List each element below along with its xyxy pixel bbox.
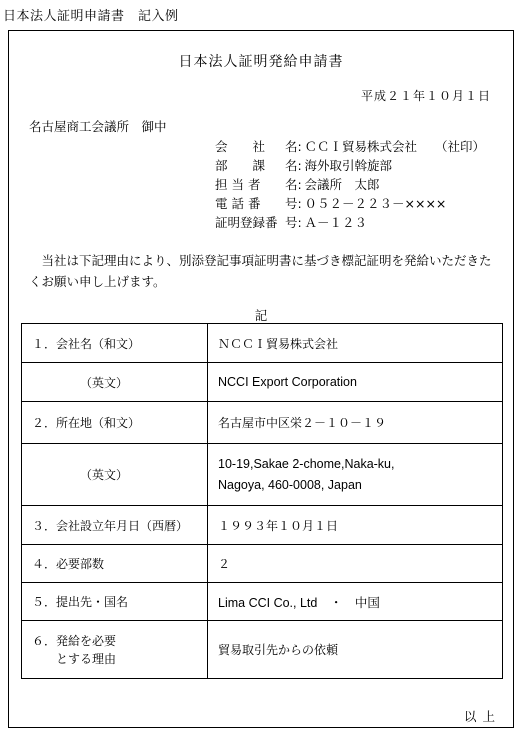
ki-heading: 記 bbox=[254, 308, 268, 323]
applicant-row-company: 会 社 名: ＣＣＩ貿易株式会社 （社印） bbox=[215, 139, 486, 154]
application-date: 平成２１年１０月１日 bbox=[360, 89, 491, 103]
item-label: （英文） bbox=[80, 468, 129, 482]
applicant-key: 名 bbox=[285, 139, 298, 154]
details-table bbox=[21, 323, 503, 679]
item-label bbox=[22, 621, 208, 679]
item-label: ２．所在地（和文） bbox=[22, 402, 208, 444]
request-statement: 当社は下記理由により、別添登記事項証明書に基づき標記証明を発給いただきたくお願い申し上げます。 bbox=[29, 253, 492, 289]
table-row bbox=[22, 444, 503, 506]
applicant-info bbox=[215, 137, 485, 232]
item-label: （英文） bbox=[80, 375, 129, 390]
applicant-row-department: 部 課 名: 海外取引斡旋部 bbox=[215, 158, 393, 173]
applicant-label: 部 課 bbox=[215, 158, 266, 173]
table-row bbox=[22, 583, 503, 621]
addressee: 名古屋商工会議所 御中 bbox=[29, 119, 167, 134]
table-row bbox=[22, 621, 503, 679]
item-value: 貿易取引先からの依頼 bbox=[208, 621, 503, 679]
applicant-key: 名 bbox=[285, 158, 298, 173]
item-value: ＮＣＣＩ貿易株式会社 bbox=[208, 324, 503, 363]
applicant-label: 担 当 者 bbox=[215, 177, 261, 192]
applicant-label: 会 社 bbox=[215, 139, 266, 154]
closing-mark: 以上 bbox=[463, 709, 501, 724]
applicant-value: ０５２－２２３－×××× bbox=[304, 196, 447, 211]
table-row bbox=[22, 506, 503, 545]
address-line-1: 10-19,Sakae 2-chome,Naka-ku, bbox=[218, 456, 395, 471]
applicant-key: 号 bbox=[285, 215, 298, 230]
item-label: ５．提出先・国名 bbox=[22, 583, 208, 621]
table-row bbox=[22, 402, 503, 444]
application-form bbox=[8, 30, 514, 728]
item-value: Lima CCI Co., Ltd ・ 中国 bbox=[208, 583, 503, 621]
applicant-row-contact: 担 当 者 名: 会議所 太郎 bbox=[215, 177, 380, 192]
document-caption: 日本法人証明申請書 記入例 bbox=[3, 9, 179, 24]
reason-label-line-2: とする理由 bbox=[56, 651, 117, 666]
item-value: NCCI Export Corporation bbox=[208, 363, 503, 402]
applicant-label: 証明登録番 bbox=[215, 215, 278, 230]
applicant-value: ＣＣＩ貿易株式会社 bbox=[304, 139, 418, 154]
applicant-row-registration: 証明登録番 号: Ａ－１２３ bbox=[215, 215, 368, 230]
item-value: １９９３年１０月１日 bbox=[208, 506, 503, 545]
applicant-value: Ａ－１２３ bbox=[304, 215, 368, 230]
address-line-2: Nagoya, 460-0008, Japan bbox=[218, 477, 362, 492]
applicant-row-phone: 電 話 番 号: ０５２－２２３－×××× bbox=[215, 196, 447, 211]
item-label: １．会社名（和文） bbox=[22, 324, 208, 363]
table-row bbox=[22, 545, 503, 583]
applicant-value: 海外取引斡旋部 bbox=[304, 158, 393, 173]
item-label: ４．必要部数 bbox=[22, 545, 208, 583]
applicant-label: 電 話 番 bbox=[215, 196, 261, 211]
applicant-key: 名 bbox=[285, 177, 298, 192]
applicant-value: 会議所 太郎 bbox=[304, 177, 380, 192]
item-value: 名古屋市中区栄２－１０－１９ bbox=[208, 402, 503, 444]
company-seal: （社印） bbox=[435, 139, 486, 154]
item-label: ３．会社設立年月日（西暦） bbox=[22, 506, 208, 545]
reason-label-line-1: ６．発給を必要 bbox=[32, 633, 117, 648]
table-row bbox=[22, 363, 503, 402]
item-value bbox=[208, 444, 503, 506]
item-value: ２ bbox=[208, 545, 503, 583]
applicant-key: 号 bbox=[285, 196, 298, 211]
table-row bbox=[22, 324, 503, 363]
form-title: 日本法人証明発給申請書 bbox=[178, 54, 344, 70]
